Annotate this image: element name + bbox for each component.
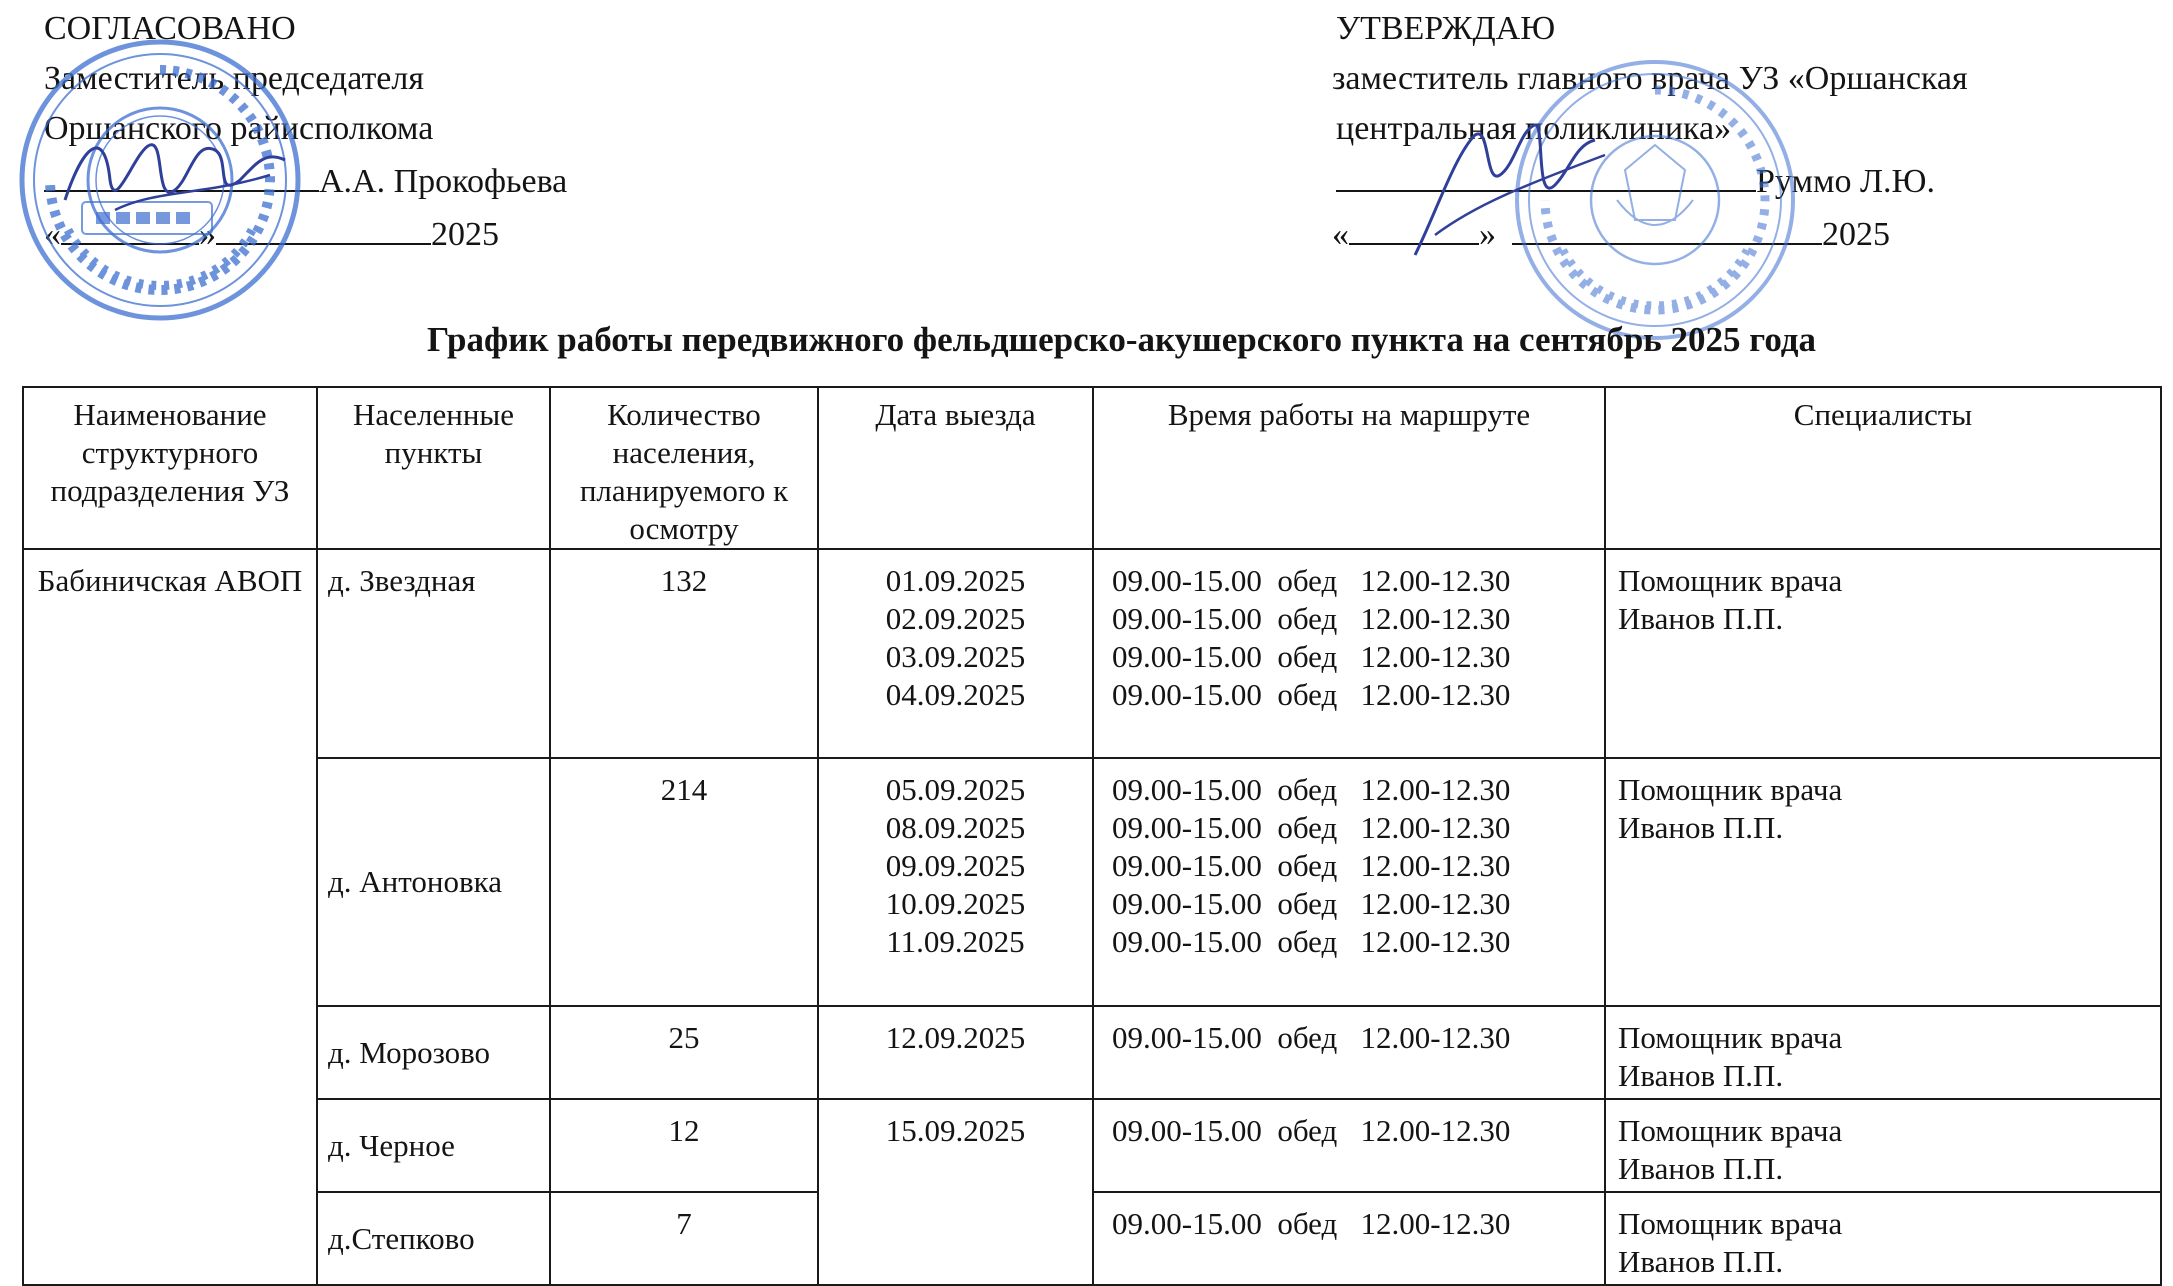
- date-value: 05.09.2025: [885, 772, 1026, 807]
- approve-signer-name: Руммо Л.Ю.: [1756, 163, 1935, 200]
- time-value: 09.00-15.00 обед 12.00-12.30: [1112, 1206, 1511, 1241]
- specialist-cell: [1605, 1099, 2161, 1192]
- table-header-row: [23, 387, 2161, 549]
- approve-date-close-quote: »: [1479, 216, 1496, 253]
- date-value: 04.09.2025: [885, 677, 1026, 712]
- date-value: 02.09.2025: [885, 601, 1026, 636]
- signature-left-icon: [55, 120, 295, 230]
- agreed-position-line1: Заместитель председателя: [44, 60, 424, 97]
- page-title: График работы передвижного фельдшерско-акушерского пункта на сентябрь 2025 года: [426, 320, 1817, 359]
- table-row: [23, 758, 2161, 1006]
- date-value: 15.09.2025: [885, 1113, 1026, 1148]
- date-value: 11.09.2025: [886, 924, 1025, 959]
- time-value: 09.00-15.00 обед 12.00-12.30: [1112, 1020, 1511, 1055]
- specialist-role: Помощник врача: [1618, 1020, 1843, 1055]
- specialist-name: Иванов П.П.: [1618, 1244, 1784, 1279]
- table-row: [23, 549, 2161, 758]
- time-value: 09.00-15.00 обед 12.00-12.30: [1112, 772, 1511, 807]
- header-population: Количество населения, планируемого к осмотру: [550, 387, 818, 549]
- time-value: 09.00-15.00 обед 12.00-12.30: [1112, 924, 1511, 959]
- village-cell: д. Звездная: [317, 549, 550, 758]
- approve-year: 2025: [1822, 216, 1890, 253]
- times-cell: [1093, 1099, 1605, 1192]
- village-cell: д. Черное: [317, 1099, 550, 1192]
- agreed-year: 2025: [431, 216, 499, 253]
- specialist-cell: [1605, 549, 2161, 758]
- dates-cell: [818, 549, 1093, 758]
- specialist-cell: [1605, 1006, 2161, 1099]
- agreed-heading: СОГЛАСОВАНО: [44, 10, 296, 47]
- dates-cell: [818, 1099, 1093, 1285]
- dates-cell: [818, 1006, 1093, 1099]
- agreed-position-line2: Оршанского райисполкома: [44, 110, 434, 147]
- approve-position-line1: заместитель главного врача УЗ «Оршанская: [1332, 60, 1968, 97]
- times-cell: [1093, 758, 1605, 1006]
- agreed-date-close-quote: »: [199, 216, 216, 253]
- date-value: 03.09.2025: [885, 639, 1026, 674]
- time-value: 09.00-15.00 обед 12.00-12.30: [1112, 563, 1511, 598]
- specialist-role: Помощник врача: [1618, 1113, 1843, 1148]
- date-value: 01.09.2025: [885, 563, 1026, 598]
- times-cell: [1093, 1006, 1605, 1099]
- time-value: 09.00-15.00 обед 12.00-12.30: [1112, 810, 1511, 845]
- time-value: 09.00-15.00 обед 12.00-12.30: [1112, 677, 1511, 712]
- time-value: 09.00-15.00 обед 12.00-12.30: [1112, 886, 1511, 921]
- date-value: 12.09.2025: [885, 1020, 1026, 1055]
- times-cell: [1093, 1192, 1605, 1285]
- schedule-table: [22, 386, 2162, 1286]
- agreed-signer-name: А.А. Прокофьева: [319, 163, 568, 200]
- time-value: 09.00-15.00 обед 12.00-12.30: [1112, 639, 1511, 674]
- header-villages: Населенные пункты: [317, 387, 550, 549]
- population-cell: 132: [550, 549, 818, 758]
- header-working-time: Время работы на маршруте: [1093, 387, 1605, 549]
- agreed-date-open-quote: «: [44, 216, 61, 253]
- signature-right-icon: [1395, 115, 1625, 265]
- specialist-role: Помощник врача: [1618, 563, 1843, 598]
- dates-cell: [818, 758, 1093, 1006]
- specialist-name: Иванов П.П.: [1618, 1151, 1784, 1186]
- specialist-role: Помощник врача: [1618, 1206, 1843, 1241]
- population-cell: 12: [550, 1099, 818, 1192]
- times-cell: [1093, 549, 1605, 758]
- date-value: 10.09.2025: [885, 886, 1026, 921]
- date-value: 09.09.2025: [885, 848, 1026, 883]
- village-cell: д. Морозово: [317, 1006, 550, 1099]
- specialist-name: Иванов П.П.: [1618, 601, 1784, 636]
- specialist-cell: [1605, 1192, 2161, 1285]
- specialist-name: Иванов П.П.: [1618, 1058, 1784, 1093]
- header-departure-date: Дата выезда: [818, 387, 1093, 549]
- specialist-cell: [1605, 758, 2161, 1006]
- time-value: 09.00-15.00 обед 12.00-12.30: [1112, 848, 1511, 883]
- village-cell: д. Антоновка: [317, 758, 550, 1006]
- table-row: [23, 1099, 2161, 1192]
- time-value: 09.00-15.00 обед 12.00-12.30: [1112, 1113, 1511, 1148]
- approve-date-open-quote: «: [1332, 216, 1349, 253]
- header-specialists: Специалисты: [1605, 387, 2161, 549]
- header-department: Наименование структурного подразделения УЗ: [23, 387, 317, 549]
- specialist-role: Помощник врача: [1618, 772, 1843, 807]
- village-cell: д.Степково: [317, 1192, 550, 1285]
- approve-position-line2: центральная поликлиника»: [1336, 110, 1732, 147]
- specialist-name: Иванов П.П.: [1618, 810, 1784, 845]
- population-cell: 214: [550, 758, 818, 1006]
- population-cell: 7: [550, 1192, 818, 1285]
- population-cell: 25: [550, 1006, 818, 1099]
- approve-heading: УТВЕРЖДАЮ: [1336, 10, 1556, 47]
- department-cell: Бабиничская АВОП: [23, 549, 317, 1285]
- date-value: 08.09.2025: [885, 810, 1026, 845]
- table-row: [23, 1006, 2161, 1099]
- time-value: 09.00-15.00 обед 12.00-12.30: [1112, 601, 1511, 636]
